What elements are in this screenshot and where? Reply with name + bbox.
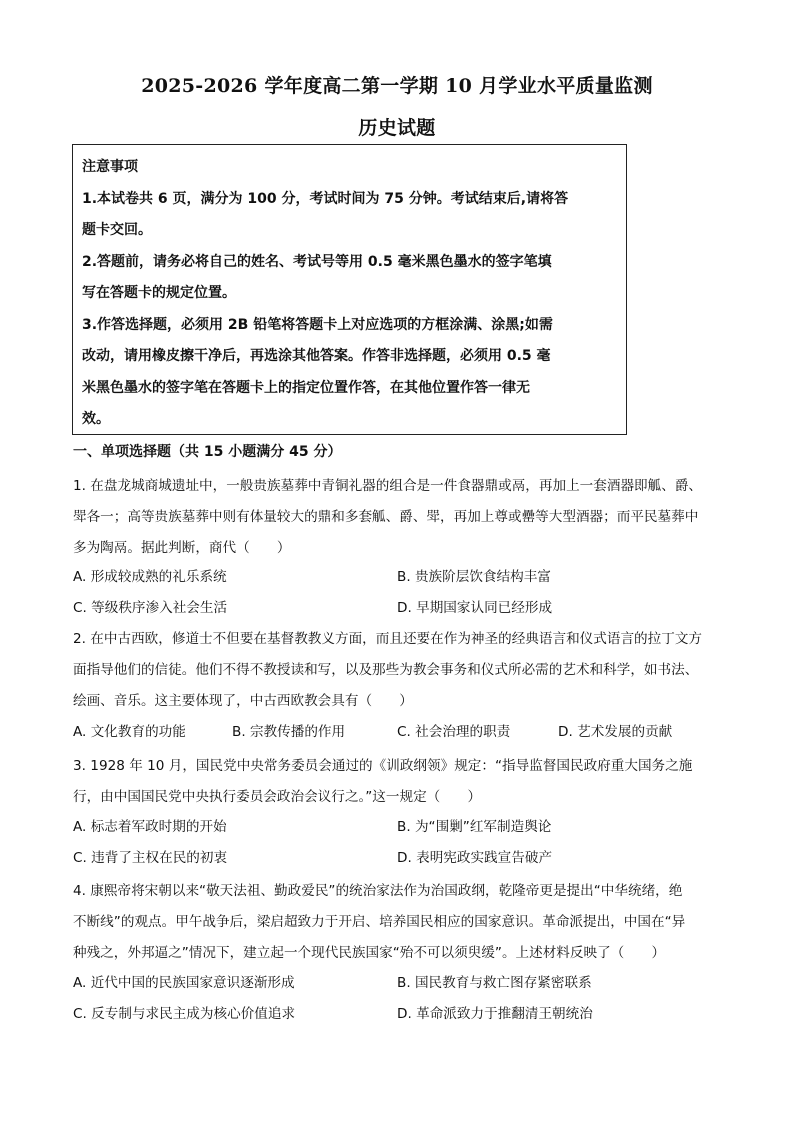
question-4-option-b[interactable]: B. 国民教育与救亡图存紧密联系 — [397, 975, 592, 991]
notice-line: 写在答题卡的规定位置。 — [82, 285, 236, 301]
question-text-line: 行，由中国国民党中央执行委员会政治会议行之。”这一规定（ ） — [73, 789, 482, 805]
notice-heading: 注意事项 — [82, 159, 138, 175]
notice-line: 1.本试卷共 6 页，满分为 100 分，考试时间为 75 分钟。考试结束后,请将答 — [82, 190, 569, 207]
question-text-line: 面指导他们的信徒。他们不得不教授读和写，以及那些为教会事务和仪式所必需的艺术和科学，如书法、 — [73, 662, 699, 678]
question-3-option-c[interactable]: C. 违背了主权在民的初衷 — [73, 850, 228, 866]
question-4-stem — [73, 876, 725, 969]
question-text-line: 2. 在中古西欧，修道士不但要在基督教教义方面，而且还要在作为神圣的经典语言和仪式语言的拉丁文方 — [73, 631, 703, 647]
question-1-option-d[interactable]: D. 早期国家认同已经形成 — [397, 600, 553, 616]
question-text-line: 1. 在盘龙城商城遗址中，一般贵族墓葬中青铜礼器的组合是一件食器鼎或鬲，再加上一套酒器即觚、爵、 — [73, 478, 703, 494]
question-3-option-d[interactable]: D. 表明宪政实践宣告破产 — [397, 850, 553, 866]
question-text-line: 多为陶鬲。据此判断，商代（ ） — [73, 540, 291, 556]
page-subtitle: 历史试题 — [358, 117, 436, 139]
question-3-option-b[interactable]: B. 为“围剿”红军制造舆论 — [397, 819, 552, 835]
notice-line: 改动，请用橡皮擦干净后，再选涂其他答案。作答非选择题，必须用 0.5 毫 — [82, 348, 551, 364]
question-2-option-d[interactable]: D. 艺术发展的贡献 — [558, 724, 673, 740]
question-1-option-a[interactable]: A. 形成较成熟的礼乐系统 — [73, 569, 227, 585]
question-2-option-c[interactable]: C. 社会治理的职责 — [397, 724, 511, 740]
question-1-option-b[interactable]: B. 贵族阶层饮食结构丰富 — [397, 569, 551, 585]
question-text-line: 4. 康熙帝将宋朝以来“敬天法祖、勤政爱民”的统治家法作为治国政纲，乾隆帝更是提出“中华统绪，绝 — [73, 883, 683, 899]
question-3-stem — [73, 751, 725, 813]
question-2-stem — [73, 624, 725, 717]
question-text-line: 不断线”的观点。甲午战争后，梁启超致力于开启、培养国民相应的国家意识。革命派提出，中国在“异 — [73, 914, 686, 930]
notice-line: 效。 — [82, 411, 110, 427]
question-text-line: 3. 1928 年 10 月，国民党中央常务委员会通过的《训政纲领》规定：“指导监督国民政府重大国务之施 — [73, 758, 693, 774]
notice-box — [72, 144, 627, 435]
question-1-option-c[interactable]: C. 等级秩序渗入社会生活 — [73, 600, 228, 616]
question-3-option-a[interactable]: A. 标志着军政时期的开始 — [73, 819, 227, 835]
notice-line: 2.答题前，请务必将自己的姓名、考试号等用 0.5 毫米黑色墨水的签字笔填 — [82, 253, 552, 270]
question-2-option-a[interactable]: A. 文化教育的功能 — [73, 724, 186, 740]
question-2-option-b[interactable]: B. 宗教传播的作用 — [232, 724, 346, 740]
section-heading: 一、单项选择题（共 15 小题满分 45 分） — [73, 444, 342, 460]
notice-line: 米黑色墨水的签字笔在答题卡上的指定位置作答，在其他位置作答一律无 — [82, 379, 530, 396]
question-text-line: 种残之，外邦逼之”情况下，建立起一个现代民族国家“殆不可以须臾缓”。上述材料反映了（ ） — [73, 945, 666, 961]
question-1-stem — [73, 471, 725, 564]
question-4-option-d[interactable]: D. 革命派致力于推翻清王朝统治 — [397, 1006, 593, 1022]
notice-line: 题卡交回。 — [82, 222, 152, 238]
notice-line: 3.作答选择题，必须用 2B 铅笔将答题卡上对应选项的方框涂满、涂黑;如需 — [82, 316, 553, 333]
page-title: 2025-2026 学年度高二第一学期 10 月学业水平质量监测 — [141, 75, 653, 97]
question-text-line: 绘画、音乐。这主要体现了，中古西欧教会具有（ ） — [73, 693, 413, 709]
question-4-option-c[interactable]: C. 反专制与求民主成为核心价值追求 — [73, 1006, 296, 1022]
question-4-option-a[interactable]: A. 近代中国的民族国家意识逐渐形成 — [73, 975, 295, 991]
question-text-line: 斝各一；高等贵族墓葬中则有体量较大的鼎和多套觚、爵、斝，再加上尊或罍等大型酒器；而平民墓葬中 — [73, 509, 699, 525]
